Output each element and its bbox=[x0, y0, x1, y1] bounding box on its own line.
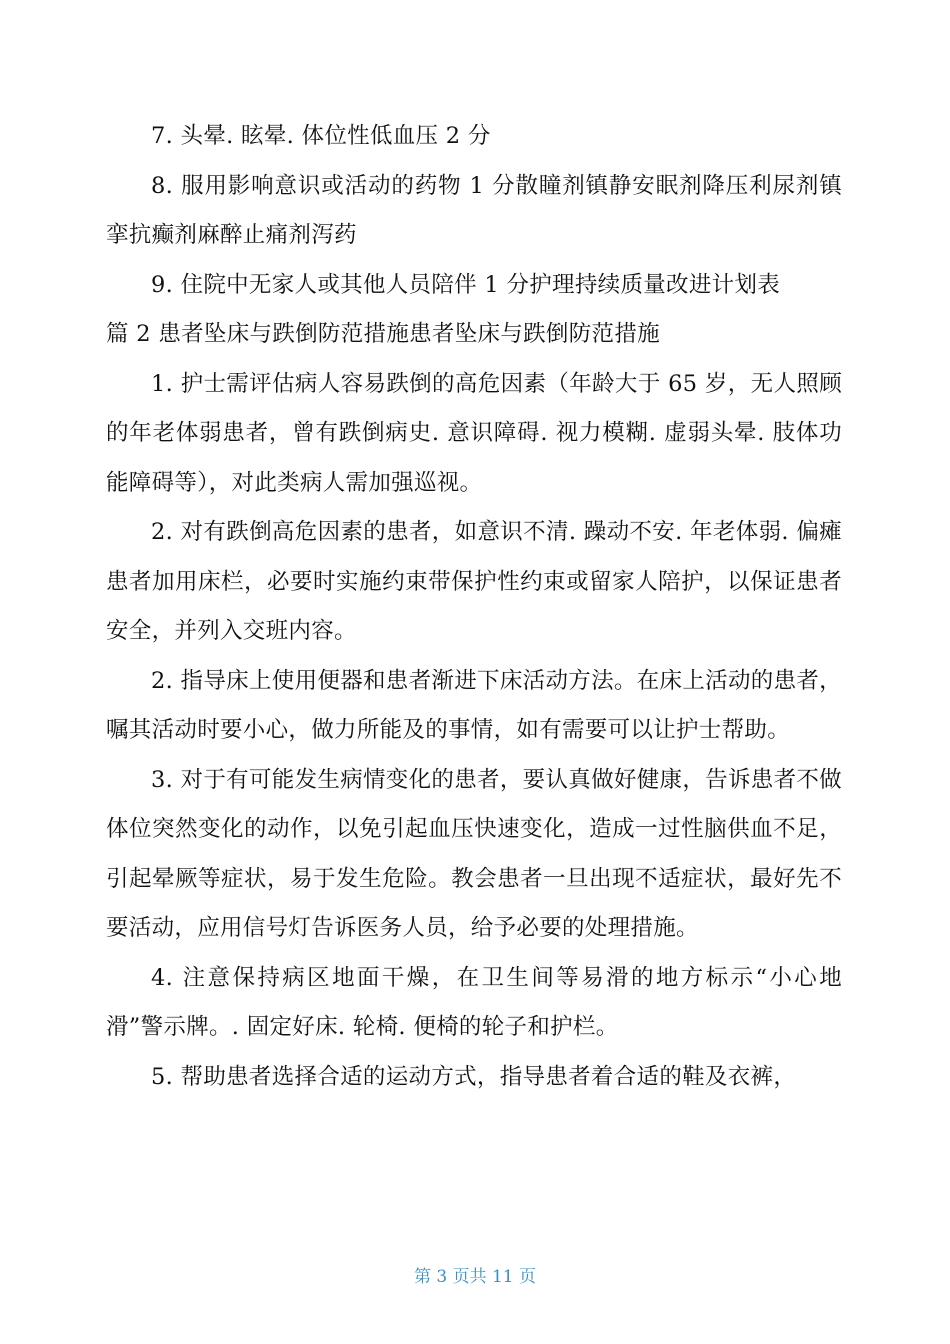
page-number-footer: 第 3 页共 11 页 bbox=[413, 1267, 537, 1287]
paragraph-measure-5: 5. 帮助患者选择合适的运动方式，指导患者着合适的鞋及衣裤， bbox=[151, 1063, 797, 1090]
paragraph-measure-4: 4. 注意保持病区地面干燥，在卫生间等易滑的地方标示“小心地滑”警示牌。. 固定好床. 轮椅. 便椅的轮子和护栏。 bbox=[106, 964, 842, 1040]
paragraph-measure-3: 3. 对于有可能发生病情变化的患者，要认真做好健康，告诉患者不做体位突然变化的动作，以免引起血压快速变化，造成一过性脑供血不足，引起晕厥等症状，易于发生危险。教会患者一旦出现不适症状，最好先不要活动，应用信号灯告诉医务人员，给予必要的处理措施。 bbox=[106, 766, 842, 941]
document-body bbox=[106, 112, 842, 1102]
paragraph-measure-2b: 2. 指导床上使用便器和患者渐进下床活动方法。在床上活动的患者，嘱其活动时要小心，做力所能及的事情，如有需要可以让护士帮助。 bbox=[106, 667, 842, 743]
paragraph-measure-2a: 2. 对有跌倒高危因素的患者，如意识不清. 躁动不安. 年老体弱. 偏瘫患者加用床栏，必要时实施约束带保护性约束或留家人陪护，以保证患者安全，并列入交班内容。 bbox=[106, 519, 842, 644]
paragraph-item-9: 9. 住院中无家人或其他人员陪伴 1 分护理持续质量改进计划表 bbox=[151, 271, 781, 298]
paragraph-item-8: 8. 服用影响意识或活动的药物 1 分散瞳剂镇静安眠剂降压利尿剂镇挛抗癫剂麻醉止痛剂泻药 bbox=[106, 172, 842, 248]
section-heading: 篇 2 患者坠床与跌倒防范措施患者坠床与跌倒防范措施 bbox=[106, 321, 660, 347]
paragraph-measure-1: 1. 护士需评估病人容易跌倒的高危因素（年龄大于 65 岁，无人照顾的年老体弱患者，曾有跌倒病史. 意识障碍. 视力模糊. 虚弱头晕. 肢体功能障碍等），对此类病人需加强巡视。 bbox=[106, 370, 842, 496]
paragraph-item-7: 7. 头晕. 眩晕. 体位性低血压 2 分 bbox=[151, 123, 491, 149]
